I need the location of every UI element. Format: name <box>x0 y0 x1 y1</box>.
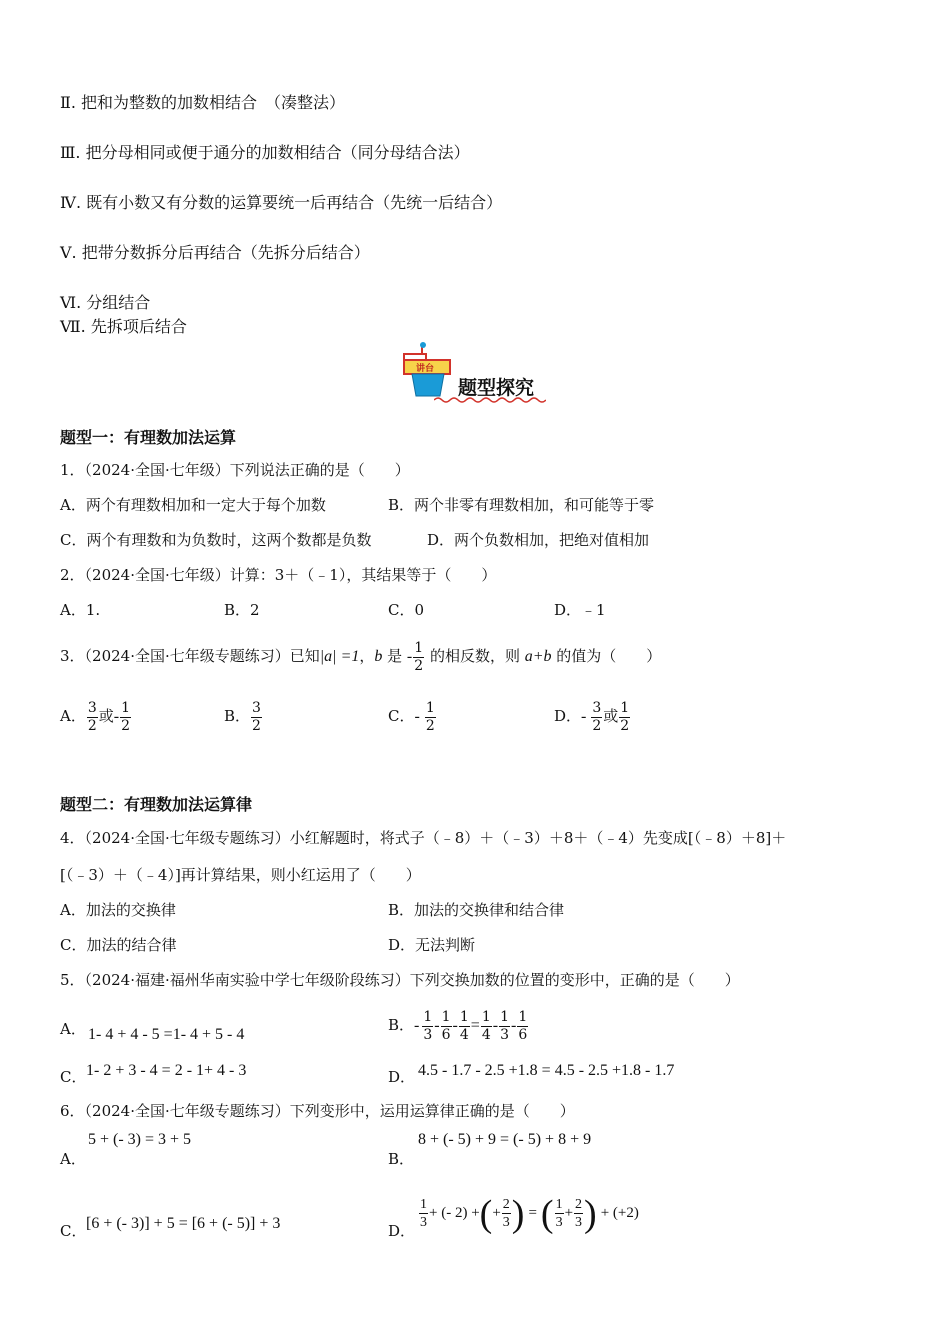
q5-b-frac6-den: 6 <box>518 1026 528 1043</box>
q4-stem-line2: [（﹣3）＋（﹣4）]再计算结果，则小红运用了（ ） <box>60 866 421 884</box>
q3-a-frac2-den: 2 <box>121 717 131 734</box>
q5-option-d-expr: 4.5 - 1.7 - 2.5 +1.8 = 4.5 - 2.5 +1.8 - 1.7 <box>418 1062 675 1079</box>
q6-option-d-label[interactable]: D． <box>388 1222 416 1240</box>
q3-c-frac-den: 2 <box>425 717 435 734</box>
type1-heading: 题型一：有理数加法运算 <box>60 428 237 447</box>
q3-option-c[interactable] <box>388 696 437 737</box>
q3-mid3: 的相反数，则 <box>425 647 525 665</box>
q5-b-frac2-num: 1 <box>441 1008 451 1025</box>
q6-d-frac2 <box>502 1196 511 1231</box>
q2-option-c[interactable]: C．0 <box>388 601 425 619</box>
q5-b-frac5-den: 3 <box>500 1026 509 1043</box>
q1-stem: 1．（2024·全国·七年级）下列说法正确的是（ ） <box>60 461 410 479</box>
q3-mid1: ， <box>359 647 375 665</box>
q3-d-frac2-den: 2 <box>620 717 630 734</box>
q6-option-c-label[interactable]: C． <box>60 1222 87 1240</box>
q3-neg: - <box>406 648 413 665</box>
q4-option-c[interactable]: C．加法的结合律 <box>60 936 177 954</box>
q3-b-frac-den: 2 <box>252 717 261 734</box>
q3-d-or: 或 <box>603 707 619 725</box>
q6-d-frac3-den: 3 <box>555 1215 563 1231</box>
q3-a-label: A． <box>60 707 86 725</box>
q6-stem: 6．（2024·全国·七年级专题练习）下列变形中，运用运算律正确的是（ ） <box>60 1102 575 1120</box>
method-3: Ⅲ. 把分母相同或便于通分的加数相结合（同分母结合法） <box>60 143 470 162</box>
q5-b-frac2 <box>441 1009 452 1044</box>
type2-heading: 题型二：有理数加法运算律 <box>60 795 253 814</box>
q6-d-plus: + <box>492 1205 501 1221</box>
q6-d-eq: = <box>528 1205 537 1221</box>
q3-fraction <box>413 640 424 675</box>
q3-stem <box>60 636 661 676</box>
method-5: Ⅴ. 把带分数拆分后再结合（先拆分后结合） <box>60 243 370 262</box>
q3-b-frac-num: 3 <box>252 699 261 716</box>
q3-d-neg: - <box>581 708 587 725</box>
q3-a-frac2-num: 1 <box>121 699 131 716</box>
q1-option-a[interactable]: A．两个有理数相加和一定大于每个加数 <box>60 496 326 514</box>
q3-apb: a+b <box>524 648 552 665</box>
q5-b-neg: - <box>414 1017 420 1034</box>
q6-option-c-expr: [6 + (- 3)] + 5 = [6 + (- 5)] + 3 <box>86 1215 281 1232</box>
q3-a-frac1-den: 2 <box>87 717 97 734</box>
q5-b-op1: - <box>434 1017 440 1034</box>
q3-d-label: D． <box>554 707 582 725</box>
q5-b-frac6-num: 1 <box>518 1008 528 1025</box>
q4-option-a[interactable]: A．加法的交换律 <box>60 901 176 919</box>
q6-d-frac4-num: 2 <box>575 1197 583 1213</box>
q1-option-d[interactable]: D．两个负数相加，把绝对值相加 <box>427 531 650 549</box>
q3-d-frac1-num: 3 <box>592 699 602 716</box>
q6-d-frac1-den: 3 <box>420 1215 427 1231</box>
method-4: Ⅳ. 既有小数又有分数的运算要统一后再结合（先统一后结合） <box>60 193 503 212</box>
q3-d-frac2 <box>619 700 630 735</box>
q5-b-label: B． <box>388 1016 415 1034</box>
q6-d-frac1-num: 1 <box>420 1197 427 1213</box>
q5-b-frac5 <box>499 1009 510 1044</box>
q3-d-frac2-num: 1 <box>620 699 630 716</box>
q5-b-op4: - <box>492 1017 499 1034</box>
q3-d-frac1-den: 2 <box>592 717 602 734</box>
q1-option-c[interactable]: C．两个有理数和为负数时，这两个数都是负数 <box>60 531 372 549</box>
q5-stem: 5．（2024·福建·福州华南实验中学七年级阶段练习）下列交换加数的位置的变形中，正确的是（ ） <box>60 971 740 989</box>
q6-d-lparen1: ( <box>479 1192 493 1235</box>
q6-option-a-expr: 5 + (- 3) = 3 + 5 <box>88 1131 192 1148</box>
q5-b-frac4-num: 1 <box>481 1008 491 1025</box>
q3-a-neg: - <box>113 708 120 725</box>
q5-b-frac1-den: 3 <box>423 1026 433 1043</box>
q3-option-d[interactable] <box>554 696 631 737</box>
q3-b-frac <box>251 700 262 735</box>
q3-mid2: 是 <box>382 647 407 665</box>
q3-pre: 3．（2024·全国·七年级专题练习）已知 <box>60 647 320 665</box>
q6-d-tail: + (+2) <box>600 1205 639 1221</box>
q6-d-frac4-den: 3 <box>575 1215 583 1231</box>
q4-option-b[interactable]: B．加法的交换律和结合律 <box>388 901 565 919</box>
q3-fraction-den: 2 <box>414 657 424 674</box>
q5-b-op5: - <box>510 1017 517 1034</box>
q5-option-c-expr: 1- 2 + 3 - 4 = 2 - 1+ 4 - 3 <box>86 1062 247 1079</box>
q5-b-frac3-den: 4 <box>459 1026 469 1043</box>
method-6: Ⅵ. 分组结合 <box>60 293 151 312</box>
q6-option-b-expr: 8 + (- 5) + 9 = (- 5) + 8 + 9 <box>418 1131 592 1148</box>
q5-b-frac4 <box>481 1009 492 1044</box>
q5-option-d-label[interactable]: D． <box>388 1068 416 1086</box>
q3-abs-expr: |a| =1 <box>319 648 360 665</box>
q4-stem-line1: 4．（2024·全国·七年级专题练习）小红解题时，将式子（﹣8）＋（﹣3）＋8＋（﹣4）先变成[（﹣8）＋8]＋ <box>60 829 787 847</box>
banner-underline <box>434 396 546 404</box>
q2-stem: 2．（2024·全国·七年级）计算：3＋（﹣1），其结果等于（ ） <box>60 566 497 584</box>
q5-b-frac5-num: 1 <box>500 1008 509 1025</box>
q3-c-frac <box>425 700 436 735</box>
q5-b-frac1-num: 1 <box>423 1008 433 1025</box>
q6-d-frac4 <box>574 1196 583 1231</box>
q3-option-a[interactable] <box>60 696 132 737</box>
q5-option-c-label[interactable]: C． <box>60 1068 87 1086</box>
q6-d-term1: + (- 2) + <box>429 1205 480 1221</box>
q3-c-frac-num: 1 <box>425 699 435 716</box>
q6-d-lparen2: ( <box>540 1192 554 1235</box>
q6-d-frac2-den: 3 <box>502 1215 510 1231</box>
q3-option-b[interactable] <box>224 696 263 736</box>
q3-a-frac1 <box>87 700 98 735</box>
q5-b-frac6 <box>517 1009 528 1044</box>
q3-b-label: B． <box>224 707 251 725</box>
q5-option-b[interactable] <box>388 1004 529 1047</box>
q6-d-rparen2: ) <box>584 1192 597 1235</box>
banner-title: 题型探究 <box>458 377 535 399</box>
q3-post: 的值为（ ） <box>551 647 662 665</box>
q5-b-frac2-den: 6 <box>441 1026 451 1043</box>
q3-a-or: 或 <box>98 707 114 725</box>
q5-b-frac1 <box>422 1009 433 1044</box>
q2-option-a[interactable]: A．1. <box>60 601 101 619</box>
q6-d-frac2-num: 2 <box>502 1197 510 1213</box>
q5-b-op2: - <box>452 1017 458 1034</box>
q6-option-d-expr <box>418 1192 639 1234</box>
q6-option-b-label[interactable]: B． <box>388 1150 415 1168</box>
q3-fraction-num: 1 <box>414 639 424 656</box>
q6-d-frac3 <box>555 1196 564 1231</box>
q5-b-frac3 <box>459 1009 470 1044</box>
q3-a-frac2 <box>120 700 131 735</box>
q6-d-rparen1: ) <box>511 1192 525 1235</box>
q2-option-b[interactable]: B．2 <box>224 601 260 619</box>
q3-d-frac1 <box>591 700 602 735</box>
q5-option-a-label[interactable]: A． <box>60 1020 86 1038</box>
method-2: Ⅱ. 把和为整数的加数相结合 （凑整法） <box>60 93 346 112</box>
q4-option-d[interactable]: D．无法判断 <box>388 936 476 954</box>
q5-b-frac4-den: 4 <box>481 1026 491 1043</box>
q3-c-neg: - <box>414 708 420 725</box>
q3-var-b: b <box>374 648 383 665</box>
q5-b-frac3-num: 1 <box>459 1008 469 1025</box>
section-banner <box>400 340 550 402</box>
q5-option-a-expr: 1- 4 + 4 - 5 =1- 4 + 5 - 4 <box>88 1026 245 1043</box>
method-7: Ⅶ. 先拆项后结合 <box>60 317 187 336</box>
q5-b-op3: = <box>470 1017 480 1034</box>
q6-d-frac1 <box>419 1196 428 1231</box>
q3-c-label: C． <box>388 707 415 725</box>
banner-badge: 讲台 <box>416 364 435 374</box>
q6-d-frac3-num: 1 <box>555 1197 563 1213</box>
q6-option-a-label[interactable]: A． <box>60 1150 86 1168</box>
q6-d-plus2: + <box>564 1205 574 1221</box>
q1-option-b[interactable]: B．两个非零有理数相加，和可能等于零 <box>388 496 655 514</box>
q3-a-frac1-num: 3 <box>87 699 97 716</box>
q2-option-d[interactable]: D．﹣1 <box>554 601 606 619</box>
